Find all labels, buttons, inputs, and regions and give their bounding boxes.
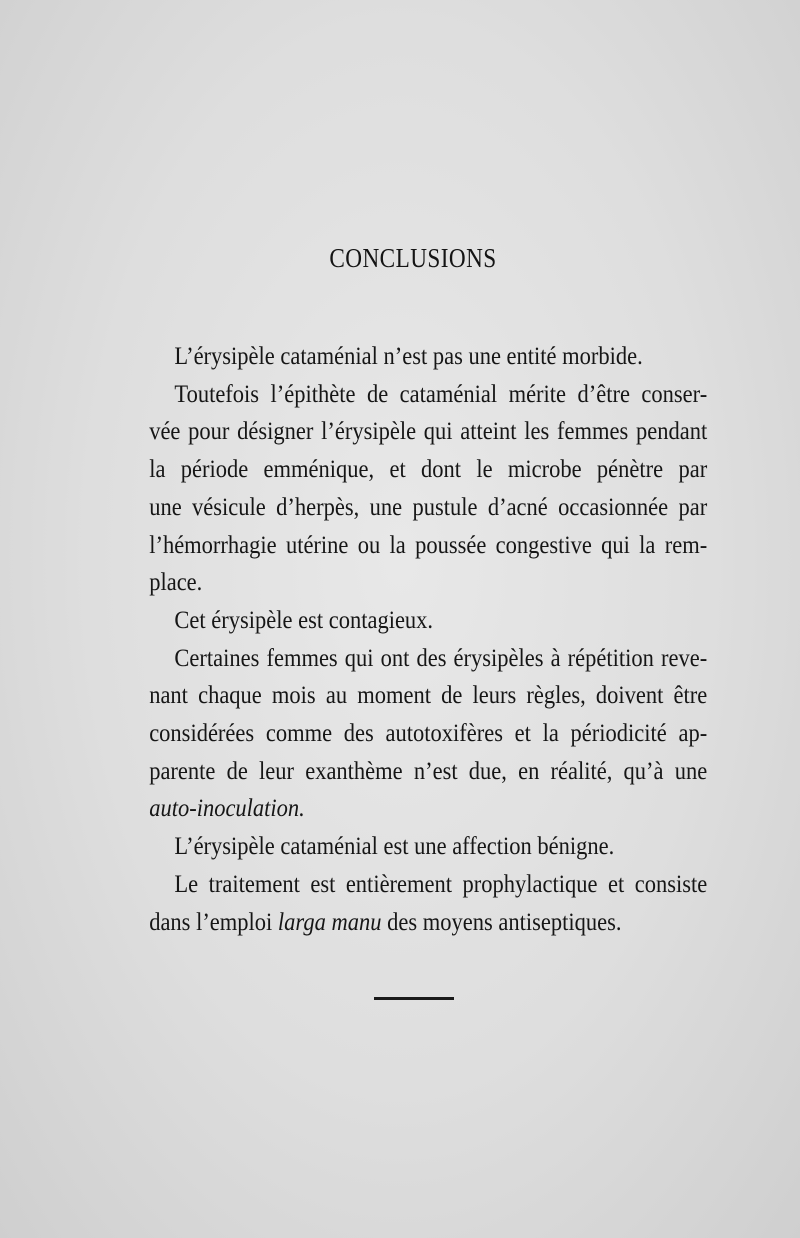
paragraph xyxy=(124,376,707,602)
end-rule xyxy=(374,997,454,1000)
text-line: vée pour désigner l’érysipèle qui atteint les femmes pendant xyxy=(149,418,708,446)
text-line: L’érysipèle cataménial n’est pas une entité morbide. xyxy=(174,343,643,370)
paragraph xyxy=(124,338,707,376)
text-line: place. xyxy=(149,569,203,597)
text-line: Certaines femmes qui ont des érysipèles à répétition reve- xyxy=(174,644,708,672)
page-title: CONCLUSIONS xyxy=(329,243,497,273)
text-line xyxy=(124,904,707,942)
paragraph xyxy=(124,602,707,640)
text-line: Toutefois l’épithète de cataménial mérite d’être conser- xyxy=(174,380,708,408)
text-line: nant chaque mois au moment de leurs règles, doivent être xyxy=(149,682,708,710)
text-line: une vésicule d’herpès, une pustule d’acné occasionnée par xyxy=(149,493,708,521)
body-text xyxy=(124,338,708,941)
text-run: dans l’emploi xyxy=(149,908,278,936)
text-line: Le traitement est entièrement prophylactique et consiste xyxy=(174,870,708,898)
text-line: l’hémorrhagie utérine ou la poussée congestive qui la rem- xyxy=(149,531,708,559)
text-line: Cet érysipèle est contagieux. xyxy=(174,606,434,634)
paragraph xyxy=(124,828,707,866)
text-line: L’érysipèle cataménial est une affection bénigne. xyxy=(174,833,615,861)
text-run: des moyens antiseptiques. xyxy=(381,908,622,936)
text-line xyxy=(124,790,707,828)
text-line: la période emménique, et dont le microbe pénètre par xyxy=(149,456,708,484)
italic-term: auto-inoculation. xyxy=(149,795,305,823)
text-line: parente de leur exanthème n’est due, en réalité, qu’à une xyxy=(149,757,708,785)
italic-term: larga manu xyxy=(277,908,382,936)
paragraph xyxy=(124,640,707,829)
text-line: considérées comme des autotoxifères et la périodicité ap- xyxy=(149,720,708,748)
paragraph xyxy=(124,866,707,941)
